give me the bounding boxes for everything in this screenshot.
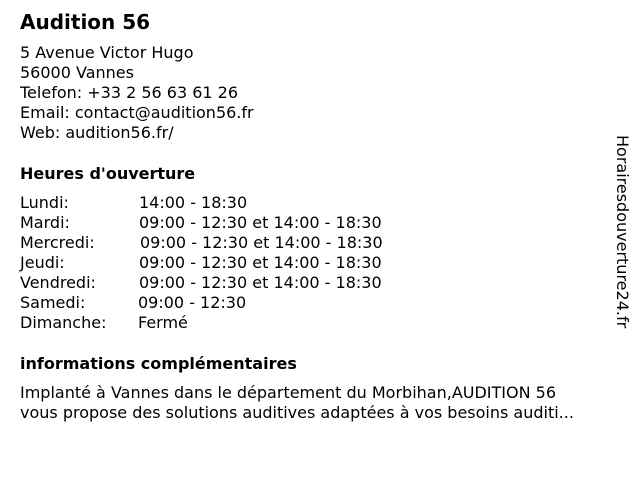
site-watermark: Horairesdouverture24.fr	[613, 135, 632, 329]
day-hours: 09:00 - 12:30	[138, 293, 247, 312]
web-line: Web: audition56.fr/	[20, 123, 174, 142]
day-label: Lundi:	[20, 193, 69, 212]
day-hours: 14:00 - 18:30	[139, 193, 248, 212]
day-hours: 09:00 - 12:30 et 14:00 - 18:30	[139, 273, 382, 292]
day-label: Vendredi:	[20, 273, 96, 292]
day-hours: Fermé	[138, 313, 188, 332]
contact-block	[20, 43, 254, 143]
day-label: Samedi:	[20, 293, 86, 312]
address-street: 5 Avenue Victor Hugo	[20, 43, 194, 62]
address-city: 56000 Vannes	[20, 63, 134, 82]
day-hours: 09:00 - 12:30 et 14:00 - 18:30	[139, 213, 382, 232]
description	[20, 383, 625, 423]
day-label: Mercredi:	[20, 233, 95, 252]
business-name: Audition 56	[20, 10, 151, 34]
day-hours: 09:00 - 12:30 et 14:00 - 18:30	[140, 233, 383, 252]
day-label: Dimanche:	[20, 313, 107, 332]
day-label: Jeudi:	[20, 253, 65, 272]
day-hours: 09:00 - 12:30 et 14:00 - 18:30	[139, 253, 382, 272]
additional-info-heading: informations complémentaires	[20, 354, 297, 373]
phone-line: Telefon: +33 2 56 63 61 26	[20, 83, 239, 102]
description-line: Implanté à Vannes dans le département du Morbihan,AUDITION 56	[20, 383, 557, 402]
day-label: Mardi:	[20, 213, 70, 232]
description-line: vous propose des solutions auditives adaptées à vos besoins auditi...	[20, 403, 574, 422]
email-line: Email: contact@audition56.fr	[20, 103, 254, 122]
opening-hours-heading: Heures d'ouverture	[20, 164, 196, 183]
